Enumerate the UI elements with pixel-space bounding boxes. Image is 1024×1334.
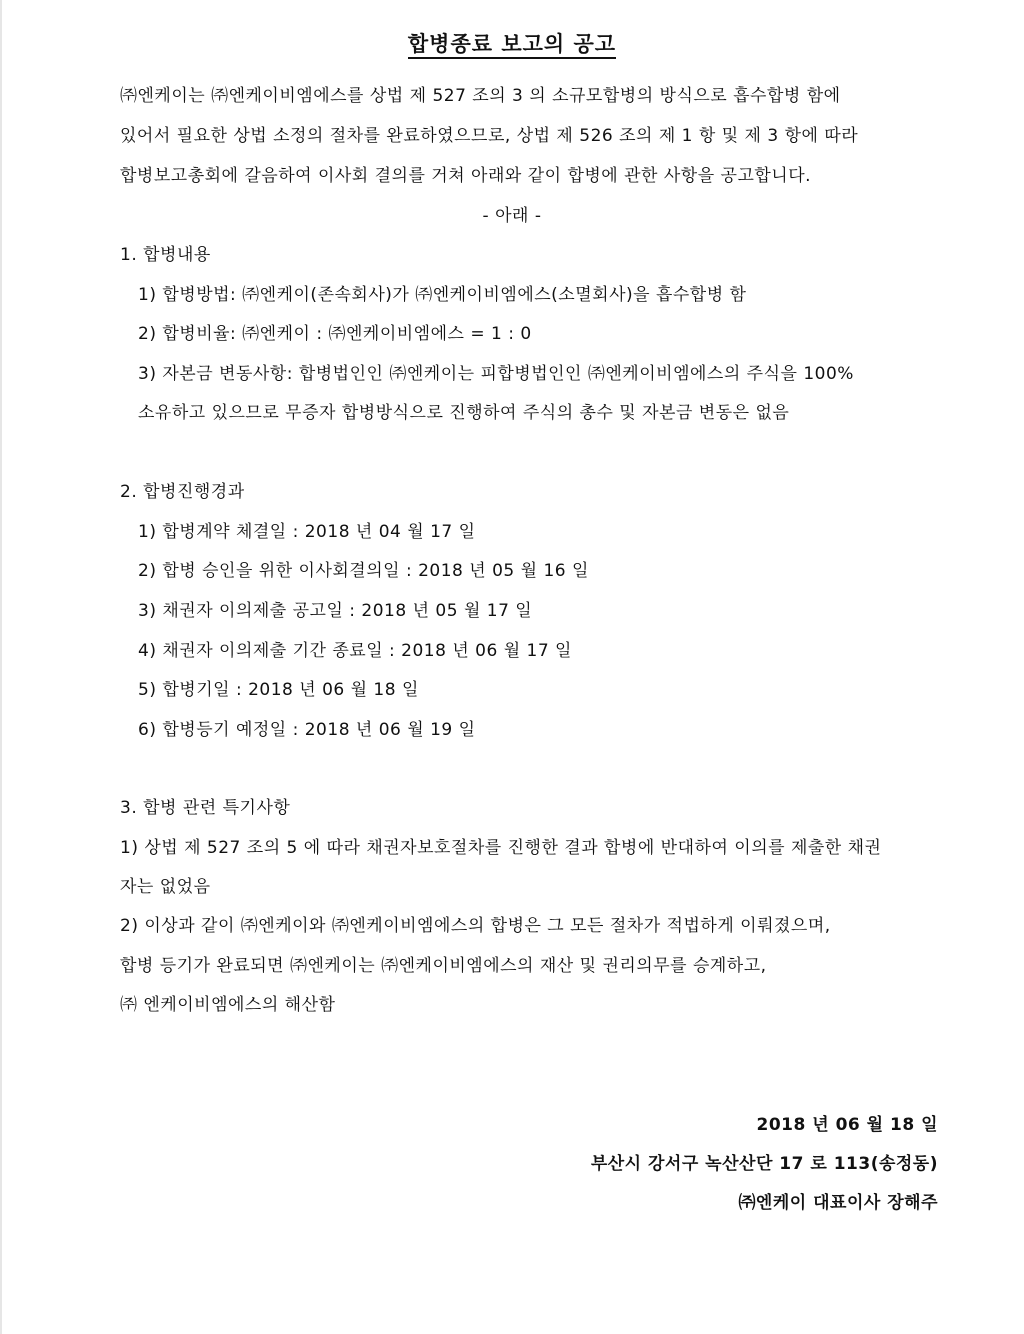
intro-line-1: ㈜엔케이는 ㈜엔케이비엠에스를 상법 제 527 조의 3 의 소규모합병의 방식으로 흡수합병 함에 [120,86,841,106]
section2-item: 5) 합병기일 : 2018 년 06 월 18 일 [138,680,419,700]
section1-item: 1) 합병방법: ㈜엔케이(존속회사)가 ㈜엔케이비엠에스(소멸회사)을 흡수합병 함 [138,285,747,305]
section3-item: 2) 이상과 같이 ㈜엔케이와 ㈜엔케이비엠에스의 합병은 그 모든 절차가 적법하게 이뤄졌으며, [120,916,831,936]
section1-heading: 1. 합병내용 [120,245,211,265]
section1-item: 2) 합병비율: ㈜엔케이 : ㈜엔케이비엠에스 = 1 : 0 [138,324,532,344]
intro-line-3: 합병보고총회에 갈음하여 이사회 결의를 거쳐 아래와 같이 합병에 관한 사항을 공고합니다. [120,166,812,186]
intro-line-2: 있어서 필요한 상법 소정의 절차를 완료하였으므로, 상법 제 526 조의 제 1 항 및 제 3 항에 따라 [120,126,859,146]
section2-heading: 2. 합병진행경과 [120,482,245,502]
section3-item: 자는 없었음 [120,877,211,897]
section3-item: 합병 등기가 완료되면 ㈜엔케이는 ㈜엔케이비엠에스의 재산 및 권리의무를 승계하고, [120,956,767,976]
section3-heading: 3. 합병 관련 특기사항 [120,798,291,818]
signature-address: 부산시 강서구 녹산산단 17 로 113(송정동) [590,1154,938,1174]
section1-item: 소유하고 있으므로 무증자 합병방식으로 진행하여 주식의 총수 및 자본금 변동은 없음 [138,403,790,423]
section3-item: ㈜ 엔케이비엠에스의 해산함 [120,995,336,1015]
section2-item: 4) 채권자 이의제출 기간 종료일 : 2018 년 06 월 17 일 [138,641,572,661]
page-title: 합병종료 보고의 공고 [0,28,1024,58]
section2-item: 1) 합병계약 체결일 : 2018 년 04 월 17 일 [138,522,476,542]
section1-item: 3) 자본금 변동사항: 합병법인인 ㈜엔케이는 피합병법인인 ㈜엔케이비엠에스의 주식을 100% [138,364,854,384]
section2-item: 6) 합병등기 예정일 : 2018 년 06 월 19 일 [138,720,476,740]
section2-item: 2) 합병 승인을 위한 이사회결의일 : 2018 년 05 월 16 일 [138,561,589,581]
below-label: - 아래 - [482,206,542,226]
signature-company: ㈜엔케이 대표이사 장해주 [738,1193,938,1213]
section2-item: 3) 채권자 이의제출 공고일 : 2018 년 05 월 17 일 [138,601,533,621]
section3-item: 1) 상법 제 527 조의 5 에 따라 채권자보호절차를 진행한 결과 합병에 반대하여 이의를 제출한 채권 [120,838,882,858]
signature-date: 2018 년 06 월 18 일 [756,1115,938,1135]
